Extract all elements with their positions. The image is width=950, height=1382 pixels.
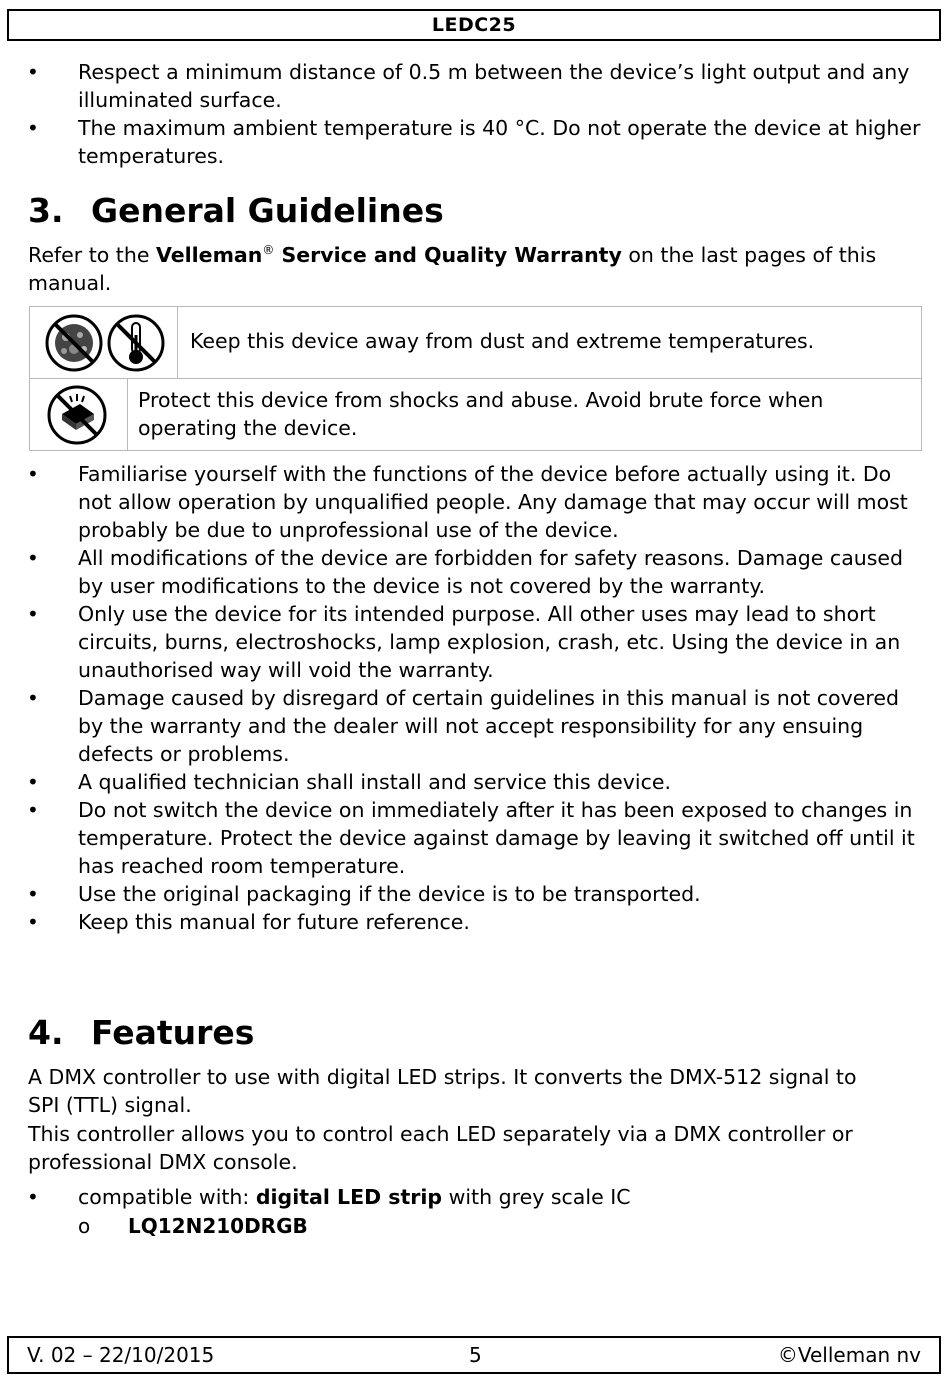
- table-cell-text: Keep this device away from dust and extreme temperatures.: [190, 329, 815, 353]
- table-row: [30, 307, 921, 379]
- bullet-icon: •: [27, 60, 39, 84]
- section-title: General Guidelines: [91, 191, 444, 230]
- list-item: • Familiarise yourself with the functions of the device before actually using it. Do not allow operation by unqualified people. Any damage that may occur will most probably be due to unprofessional use of the device.: [27, 462, 908, 542]
- features-paragraph-1: A DMX controller to use with digital LED strips. It converts the DMX-512 signal to SPI (TTL) signal.: [28, 1065, 857, 1117]
- features-paragraph-2: This controller allows you to control each LED separately via a DMX controller or professional DMX console.: [28, 1122, 853, 1174]
- bullet-icon: •: [27, 1185, 39, 1209]
- table-cell-text: Protect this device from shocks and abuse. Avoid brute force when operating the device.: [138, 388, 824, 440]
- list-item: • compatible with: digital LED strip with grey scale IC: [27, 1185, 631, 1209]
- list-item: • Keep this manual for future reference.: [27, 910, 470, 934]
- no-shock-icon: [46, 384, 108, 446]
- no-dust-icon: [44, 313, 104, 373]
- list-item: • Only use the device for its intended purpose. All other uses may lead to short circuits, burns, electroshocks, lamp explosion, crash, etc. Using the device in an unauthorised way will void the warranty.: [27, 602, 901, 682]
- section-title: Features: [91, 1013, 255, 1052]
- sub-list-item: [78, 1212, 308, 1240]
- section-number: 3.: [28, 191, 64, 230]
- guidelines-bullet-list: [0, 460, 924, 936]
- bullet-icon: •: [27, 770, 39, 794]
- list-item: • A qualified technician shall install and service this device.: [27, 770, 672, 794]
- no-thermometer-icon: [106, 313, 166, 373]
- list-item: • Respect a minimum distance of 0.5 m between the device’s light output and any illuminated surface.: [27, 60, 910, 112]
- bullet-icon: •: [27, 798, 39, 822]
- bullet-icon: •: [27, 602, 39, 626]
- circle-bullet-icon: o: [78, 1214, 91, 1238]
- bullet-icon: •: [27, 546, 39, 570]
- bullet-icon: •: [27, 686, 39, 710]
- list-item: • Damage caused by disregard of certain guidelines in this manual is not covered by the warranty and the dealer will not accept responsibility for any ensuing defects or problems.: [27, 686, 899, 766]
- header-title: LEDC25: [431, 14, 517, 36]
- model-number: LQ12N210DRGB: [128, 1214, 308, 1238]
- bullet-icon: •: [27, 462, 39, 486]
- list-item: • The maximum ambient temperature is 40 °C. Do not operate the device at higher temperatures.: [27, 116, 921, 168]
- page-number: 5: [469, 1343, 482, 1367]
- section-number: 4.: [28, 1013, 64, 1052]
- safety-icon-table: [29, 306, 922, 451]
- section-3-heading: [28, 191, 444, 231]
- icon-cell: [30, 307, 178, 378]
- bullet-icon: •: [27, 882, 39, 906]
- footer-version: V. 02 – 22/10/2015: [27, 1343, 215, 1367]
- section-3-intro: Refer to the Velleman® Service and Quality Warranty on the last pages of this manual.: [28, 243, 877, 295]
- list-item: • All modifications of the device are forbidden for safety reasons. Damage caused by user modifications to the device is not covered by the warranty.: [27, 546, 904, 598]
- table-row: [30, 379, 921, 450]
- list-item: • Do not switch the device on immediately after it has been exposed to changes in temperature. Protect the device against damage by leaving it switched off until it has reached room temperature.: [27, 798, 915, 878]
- footer-copyright: ©Velleman nv: [777, 1343, 921, 1367]
- section-4-heading: [28, 1013, 254, 1053]
- icon-cell: [30, 379, 128, 450]
- list-item: • Use the original packaging if the device is to be transported.: [27, 882, 701, 906]
- top-bullet-list: [0, 58, 924, 170]
- page-footer: [7, 1336, 941, 1374]
- bullet-icon: •: [27, 116, 39, 140]
- page-header: [7, 9, 941, 41]
- bullet-icon: •: [27, 910, 39, 934]
- features-bullet-list: [0, 1183, 924, 1211]
